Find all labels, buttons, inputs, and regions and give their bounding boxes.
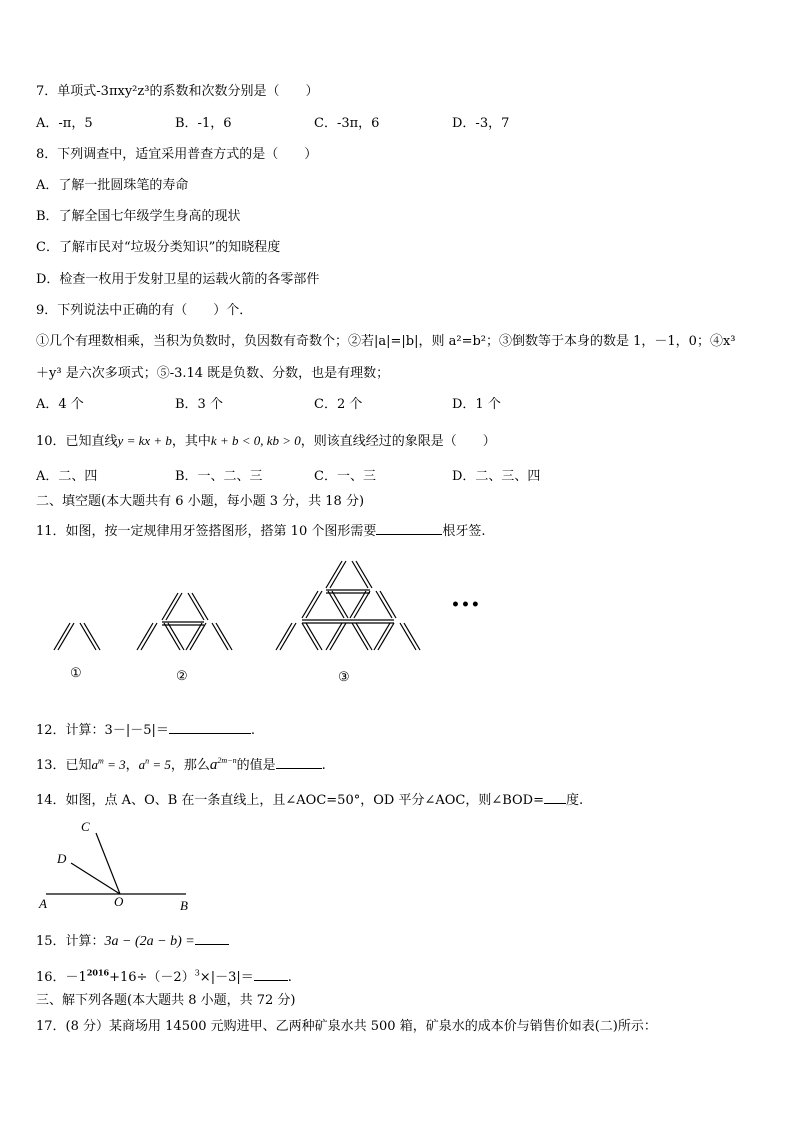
section-solve-heading: 三、解下列各题(本大题共 8 小题，共 72 分) [36,993,296,1008]
q9-statements-line2: ＋y³ 是六次多项式；⑤-3.14 既是负数、分数，也是有理数； [36,366,390,381]
q7-option-d: D．-3，7 [452,116,510,131]
point-d-label: D [57,851,67,866]
q15-answer-blank[interactable] [195,932,229,945]
q12-stem [36,721,255,739]
q11-stem-pre: 11．如图，按一定规律用牙签搭图形，搭第 10 个图形需要 [36,524,377,539]
q13-expr-a-2m-n: $a^{2m-n}$ [209,756,237,773]
section-fill-in-heading: 二、填空题(本大题共有 6 小题，每小题 3 分，共 18 分) [36,494,365,509]
figure-1-label: ① [70,666,82,681]
q13-expr-a-m: $a^m = 3$ [91,756,126,772]
q7-stem-post: 的系数和次数分别是（ ） [149,84,319,99]
q7-option-c: C．-3π，6 [314,116,380,131]
point-c-label: C [81,819,90,834]
q13-expr-a-n: $a^n = 5$ [138,756,171,772]
q15-stem-pre: 15．计算： [36,934,105,949]
q8-option-d: D．检查一枚用于发射卫星的运载火箭的各零部件 [36,272,320,287]
figure-3-label: ③ [338,670,350,685]
point-b-label: B [180,898,188,913]
q10-stem-mid: ，其中 [171,434,211,449]
q14-stem-post: 度. [565,793,584,808]
q16-answer-blank[interactable] [254,968,288,981]
figure-2-label: ② [176,669,188,684]
q12-answer-blank[interactable] [169,721,251,734]
q13-stem: 13．已知$a^m = 3$，$a^n = 5$，那么$a^{2m-n}$的值是 . [36,756,326,773]
continuation-dots: ••• [451,597,481,613]
q13-stem-pre: 13．已知 [36,758,92,773]
q10-stem-pre: 10．已知直线 [36,434,118,449]
toothpick-figure-1 [54,623,100,650]
toothpick-pattern-figure [40,552,480,692]
q10-option-d: D．二、三、四 [452,469,541,484]
q9-statements-line1: ①几个有理数相乘，当积为负数时，负因数有奇数个；②若|a|=|b|，则 a²=b²；③倒数等于本身的数是 1，－1，0；④x³ [36,334,736,349]
q7-stem [36,84,318,100]
q7-stem-pre: 7．单项式 [36,84,97,99]
q8-option-b: B．了解全国七年级学生身高的现状 [36,209,241,224]
q7-expr: -3πxy²z³ [96,84,150,99]
q9-option-a: A．4 个 [36,397,84,412]
q9-option-b: B．3 个 [175,397,223,412]
q11-stem [36,522,486,540]
q12-stem-pre: 12．计算：3－|－5|＝ [36,723,169,738]
q10-option-c: C．一、三 [314,469,376,484]
q11-stem-post: 根牙签. [442,524,486,539]
q17-stem: 17．(8 分）某商场用 14500 元购进甲、乙两种矿泉水共 500 箱，矿泉水的成本价与销售价如表(二)所示： [36,1019,657,1034]
q8-stem: 8．下列调查中，适宜采用普查方式的是（ ） [36,147,318,162]
q13-answer-blank[interactable] [276,756,322,769]
q8-option-a: A．了解一批圆珠笔的寿命 [36,178,189,193]
q14-stem-text: 14．如图，点 A、O、B 在一条直线上，且∠AOC=50°，OD 平分∠AOC，则∠BOD= [36,793,544,808]
q10-option-a: A．二、四 [36,469,98,484]
q15-expr: 3a − (2a − b) = [104,934,195,949]
q16-stem: 16．$-1^{2016}+16\div(-2)^3\times|-3|=$ . [36,967,292,985]
toothpick-figure-2 [137,593,232,650]
q11-answer-blank[interactable] [376,522,442,535]
point-o-label: O [114,894,124,909]
q9-option-d: D．1 个 [452,397,501,412]
q10-stem [36,433,496,450]
q8-option-c: C．了解市民对“垃圾分类知识”的知晓程度 [36,240,281,255]
q14-stem [36,791,583,809]
q9-stem: 9．下列说法中正确的有（ ）个． [36,303,253,318]
q7-option-b: B．-1，6 [175,116,232,131]
q15-stem [36,932,229,950]
q14-answer-blank[interactable] [544,791,566,804]
toothpick-figure-3 [276,561,420,650]
q7-option-a: A．-π，5 [36,116,93,131]
q9-option-c: C．2 个 [314,397,363,412]
q12-stem-post: . [250,723,255,738]
q10-condition-expr: k + b < 0, kb > 0 [210,433,301,448]
q10-line-expr: y = kx + b [117,433,172,448]
q10-stem-post: ，则该直线经过的象限是（ ） [300,434,496,449]
q10-option-b: B．一、二、三 [175,469,263,484]
point-a-label: A [39,896,47,911]
